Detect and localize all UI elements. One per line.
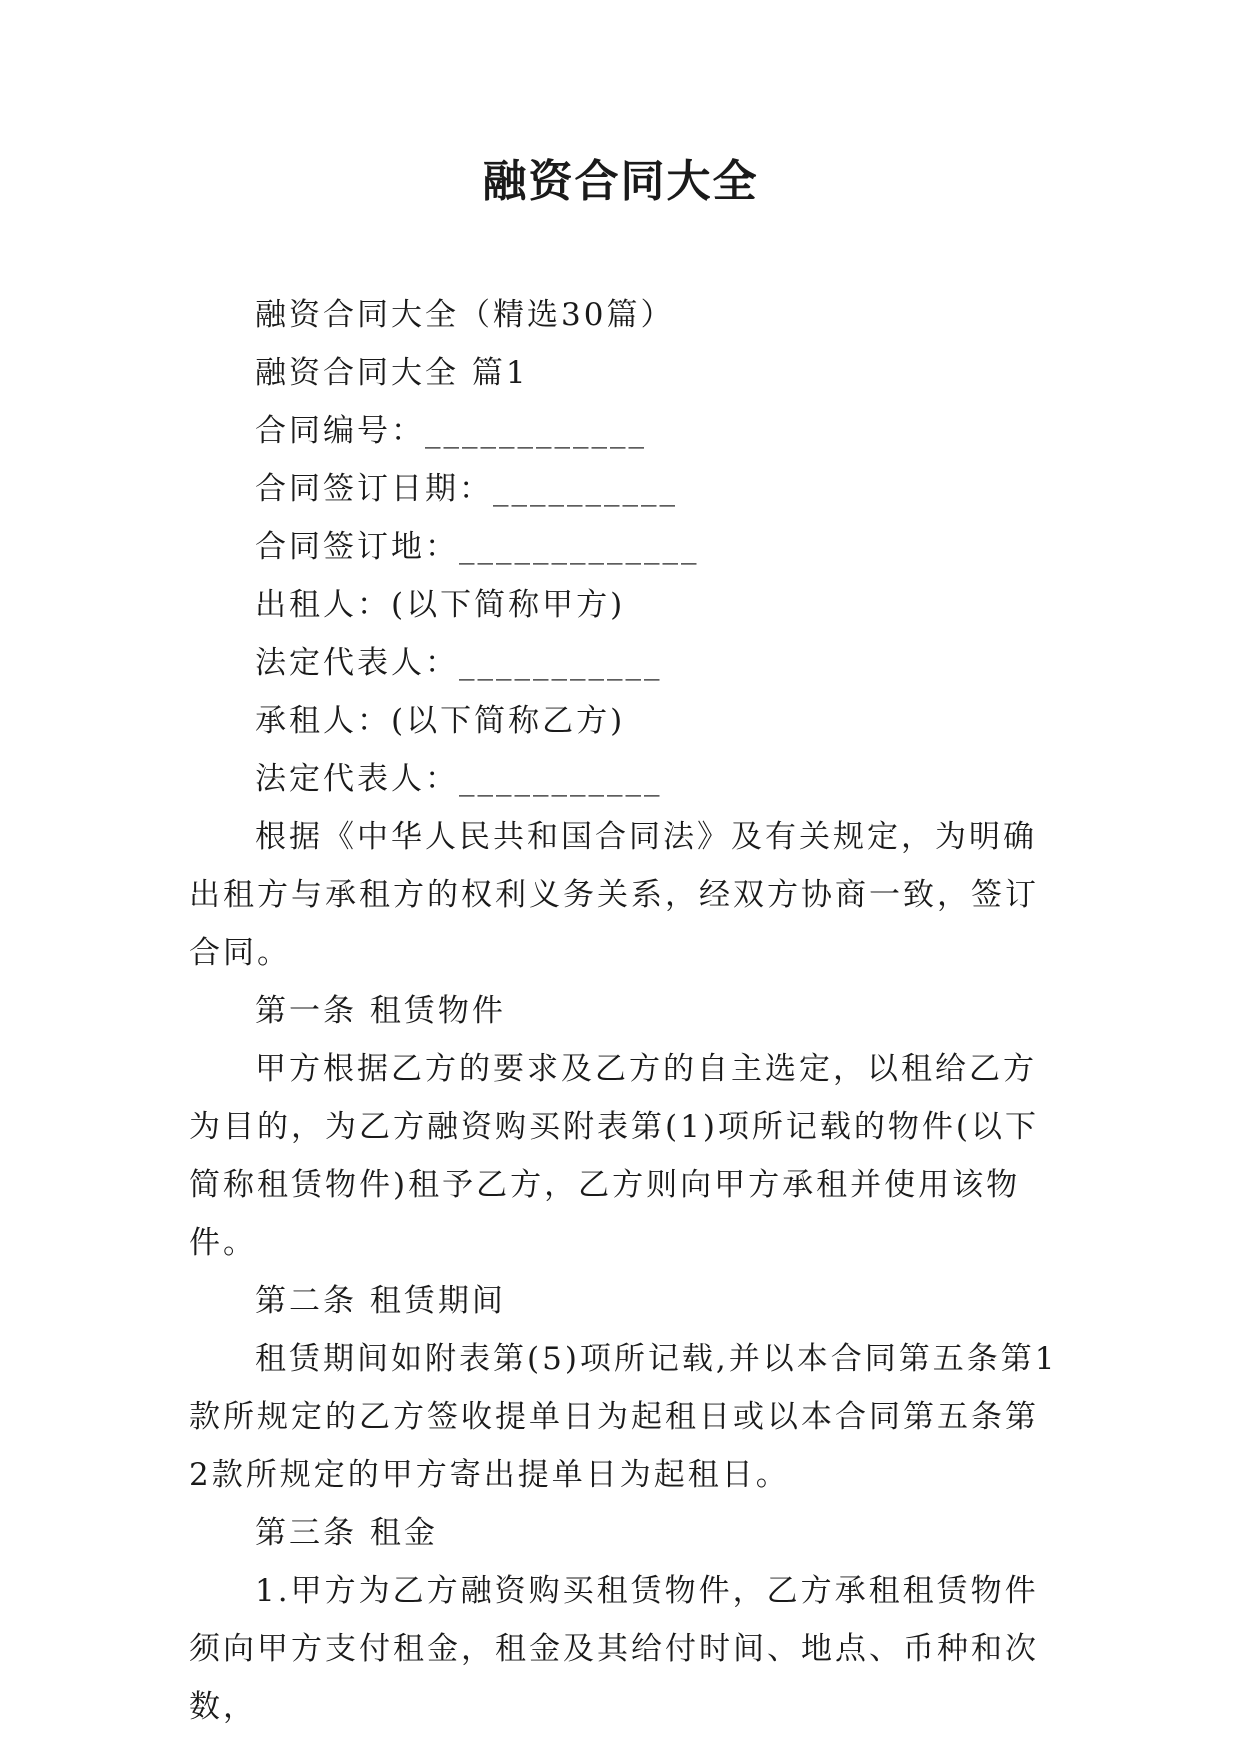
signing-date-field bbox=[189, 460, 1059, 518]
field-label: 合同签订地： bbox=[255, 529, 459, 565]
blank-line: ____________ bbox=[425, 413, 647, 449]
blank-line: __________ bbox=[493, 471, 678, 507]
signing-place-field bbox=[189, 518, 1059, 576]
article-3-heading: 第三条 租金 bbox=[255, 1515, 438, 1551]
lessor-representative-field bbox=[189, 634, 1059, 692]
article-3-text: 1.甲方为乙方融资购买租赁物件，乙方承租租赁物件须向甲方支付租金，租金及其给付时间、地点、币种和次数， bbox=[189, 1573, 1039, 1725]
lessor-line: 出租人：(以下简称甲方) bbox=[255, 587, 626, 623]
field-label: 法定代表人： bbox=[255, 761, 459, 797]
preamble-paragraph: 根据《中华人民共和国合同法》及有关规定，为明确出租方与承租方的权利义务关系，经双方协商一致，签订合同。 bbox=[189, 819, 1039, 971]
blank-line: ___________ bbox=[459, 645, 663, 681]
section-heading: 融资合同大全 篇1 bbox=[255, 355, 529, 391]
article-1-text: 甲方根据乙方的要求及乙方的自主选定，以租给乙方为目的，为乙方融资购买附表第(1)项所记载的物件(以下简称租赁物件)租予乙方，乙方则向甲方承租并使用该物件。 bbox=[189, 1051, 1040, 1261]
lessee-line: 承租人：(以下简称乙方) bbox=[255, 703, 626, 739]
subtitle-paragraph: 融资合同大全（精选30篇） bbox=[255, 297, 675, 333]
lessee-representative-field bbox=[189, 750, 1059, 808]
article-2-heading: 第二条 租赁期间 bbox=[255, 1283, 506, 1319]
blank-line: _____________ bbox=[459, 529, 700, 565]
field-label: 法定代表人： bbox=[255, 645, 459, 681]
field-label: 合同签订日期： bbox=[255, 471, 493, 507]
article-1-heading: 第一条 租赁物件 bbox=[255, 993, 506, 1029]
document-title: 融资合同大全 bbox=[482, 156, 759, 207]
document-body bbox=[189, 286, 1059, 1736]
field-label: 合同编号： bbox=[255, 413, 425, 449]
blank-line: ___________ bbox=[459, 761, 663, 797]
article-2-text: 租赁期间如附表第(5)项所记载,并以本合同第五条第1款所规定的乙方签收提单日为起租日或以本合同第五条第2款所规定的甲方寄出提单日为起租日。 bbox=[189, 1341, 1058, 1493]
contract-number-field bbox=[189, 402, 1059, 460]
